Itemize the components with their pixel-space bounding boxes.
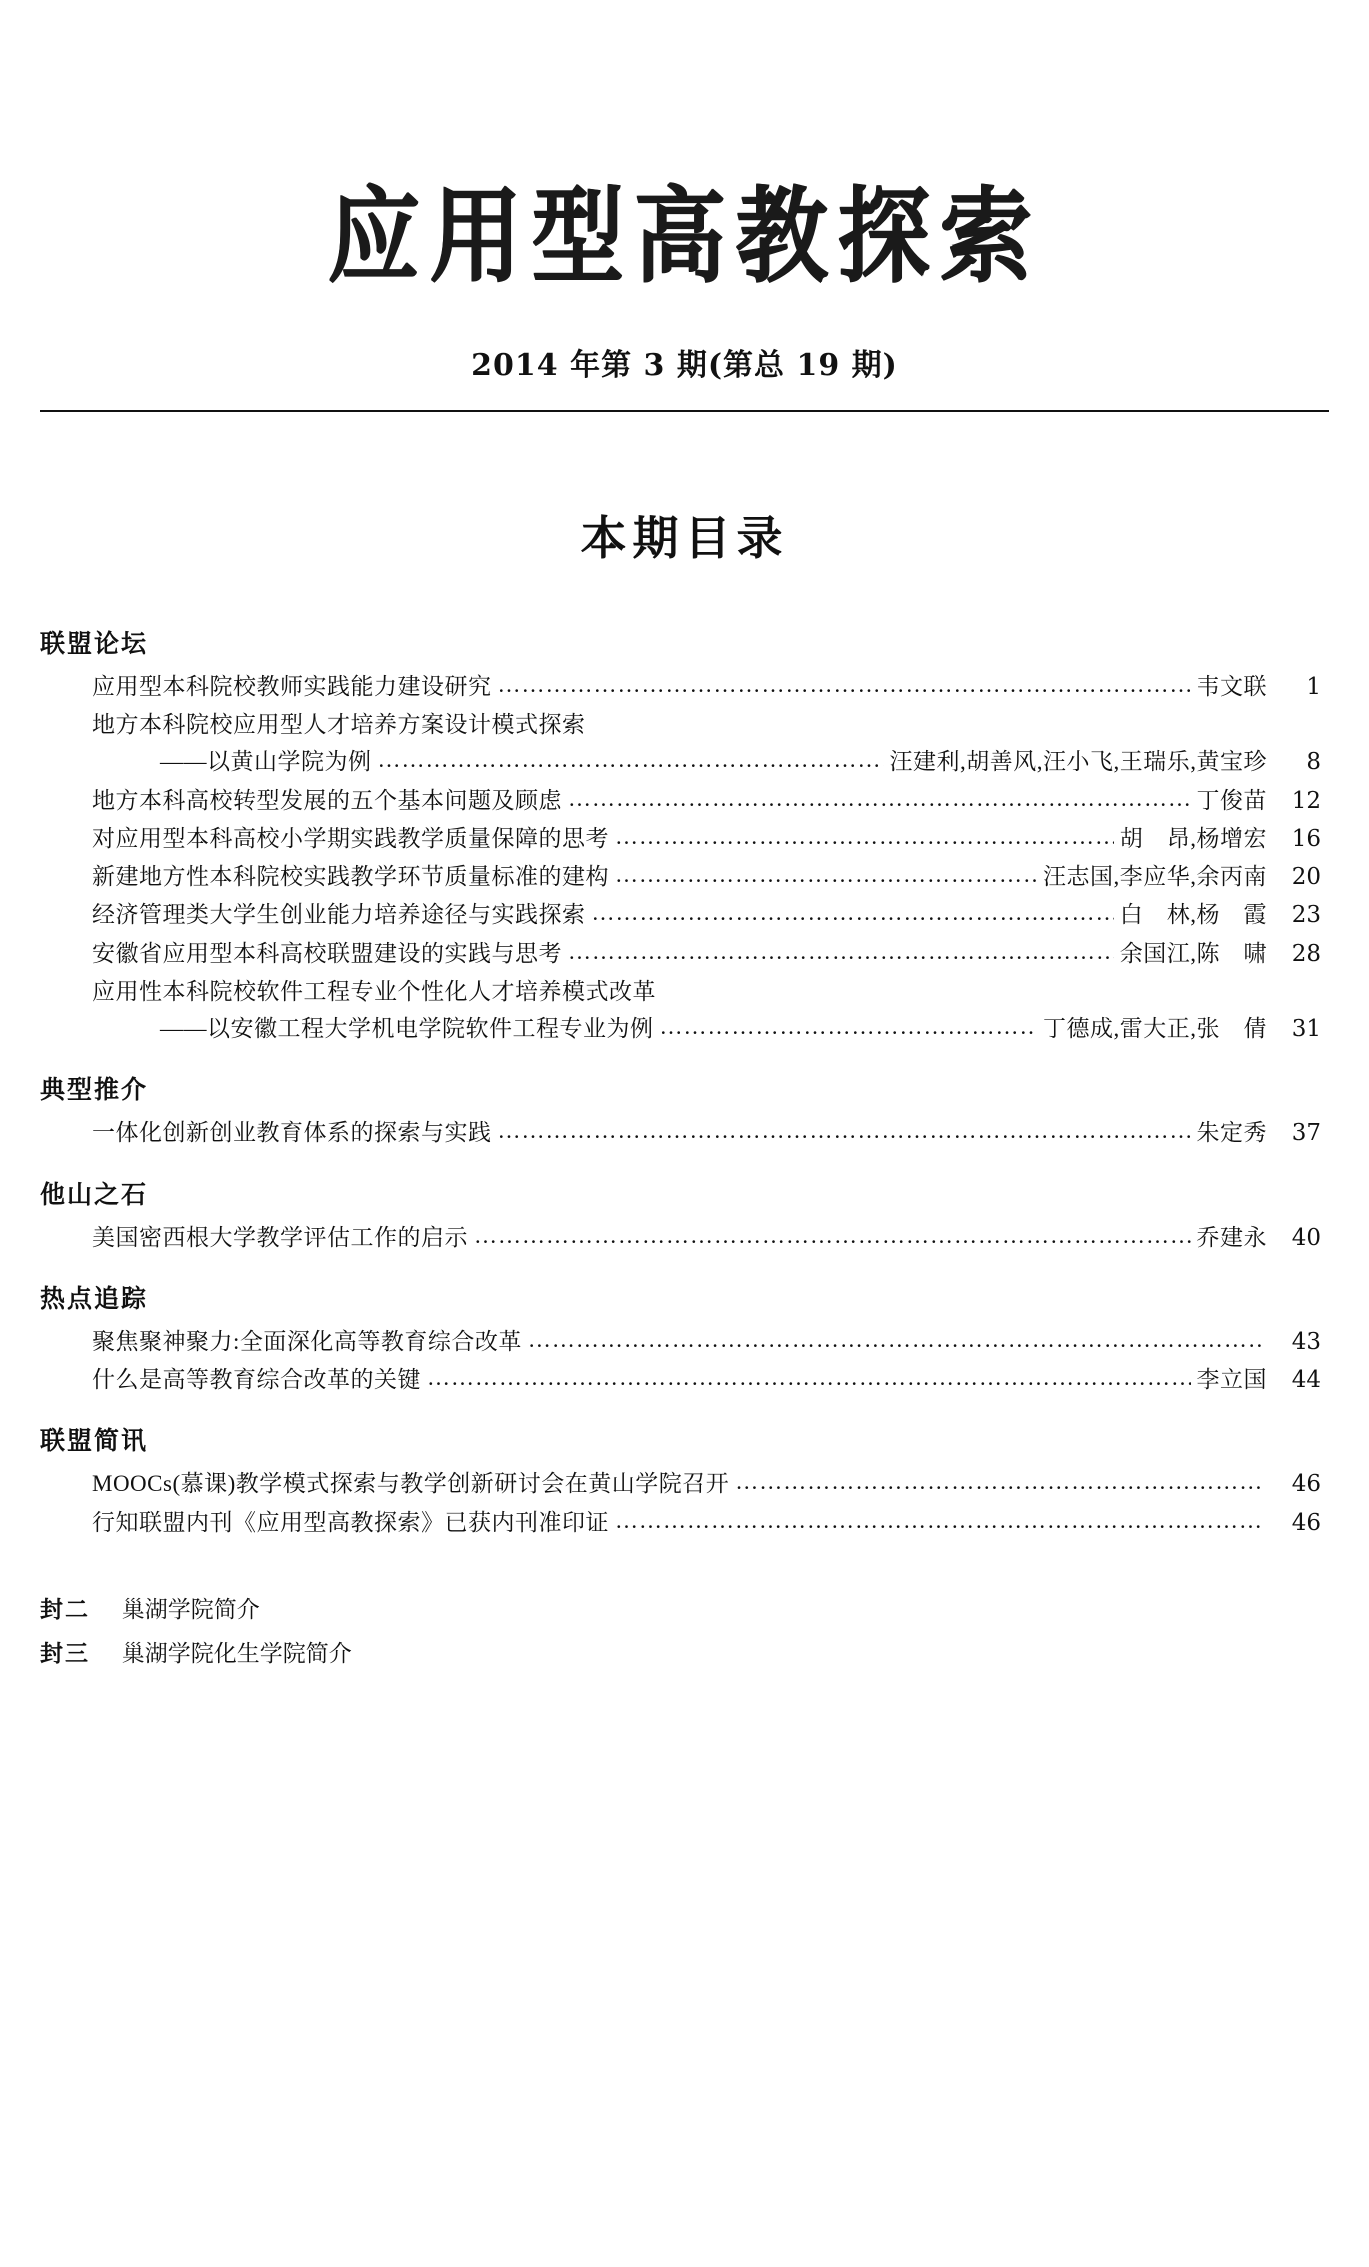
table-of-contents [40, 624, 1329, 1542]
dot-leader [498, 673, 1191, 696]
entry-title: 行知联盟内刊《应用型高教探索》已获内刊准印证 [92, 1509, 609, 1535]
toc-entry[interactable] [40, 896, 1321, 934]
entry-title: 美国密西根大学教学评估工作的启示 [92, 1224, 468, 1250]
entry-title: ——以安徽工程大学机电学院软件工程专业为例 [160, 1016, 654, 1042]
toc-entry[interactable] [40, 743, 1321, 781]
entry-page: 16 [1291, 825, 1321, 852]
section-heading-3: 热点追踪 [40, 1283, 149, 1313]
entry-authors: 丁俊苗 [1196, 787, 1267, 813]
toc-entry[interactable] [40, 1465, 1321, 1503]
entry-authors: 汪建利,胡善风,汪小飞,王瑞乐,黄宝珍 [889, 749, 1267, 775]
toc-entry[interactable] [40, 1361, 1321, 1399]
entry-page: 46 [1291, 1509, 1321, 1536]
entry-page: 46 [1291, 1471, 1321, 1498]
entry-title: 对应用型本科高校小学期实践教学质量保障的思考 [92, 825, 609, 851]
toc-entry[interactable] [40, 668, 1321, 706]
entry-authors: 李立国 [1196, 1367, 1267, 1393]
entry-title: 应用型本科院校教师实践能力建设研究 [92, 673, 492, 699]
entry-page: 44 [1291, 1367, 1321, 1394]
entry-authors: 胡 昂,杨增宏 [1119, 825, 1267, 851]
entry-authors: 韦文联 [1196, 673, 1267, 699]
entry-title: 经济管理类大学生创业能力培养途径与实践探索 [92, 902, 586, 928]
entry-page: 8 [1306, 749, 1321, 776]
entry-page: 31 [1291, 1016, 1321, 1043]
toc-entry[interactable] [40, 1010, 1321, 1048]
cover-item-text: 巢湖学院简介 [121, 1596, 260, 1622]
entry-title: 安徽省应用型本科高校联盟建设的实践与思考 [92, 940, 562, 966]
issue-line: 2014 年第 3 期(第总 19 期) [471, 347, 898, 383]
toc-entry[interactable] [40, 1219, 1321, 1257]
dot-leader [498, 1119, 1191, 1142]
toc-entry[interactable] [40, 782, 1321, 820]
dot-leader [378, 748, 884, 771]
cover-pages-list [40, 1588, 1329, 1677]
entry-authors: 汪志国,李应华,余丙南 [1043, 864, 1267, 890]
entry-page: 23 [1291, 902, 1321, 929]
entry-authors: 丁德成,雷大正,张 倩 [1043, 1016, 1267, 1042]
entry-authors: 朱定秀 [1196, 1120, 1267, 1146]
entry-title: MOOCs(慕课)教学模式探索与教学创新研讨会在黄山学院召开 [92, 1471, 730, 1497]
dot-leader [568, 787, 1191, 810]
entry-page: 1 [1306, 673, 1321, 700]
dot-leader [735, 1470, 1261, 1493]
entry-authors: 乔建永 [1196, 1224, 1267, 1250]
dot-leader [427, 1366, 1191, 1389]
masthead [40, 175, 1329, 412]
dot-leader [615, 825, 1114, 848]
toc-entry[interactable] [40, 858, 1321, 896]
entry-title: 聚焦聚神聚力:全面深化高等教育综合改革 [92, 1328, 522, 1354]
cover-item[interactable] [40, 1588, 1329, 1633]
entry-title: 地方本科院校应用型人才培养方案设计模式探索 [92, 712, 586, 738]
cover-item-label: 封二 [40, 1596, 90, 1623]
entry-page: 40 [1291, 1224, 1321, 1251]
toc-entry[interactable] [40, 1114, 1321, 1152]
section-heading-4: 联盟简讯 [40, 1426, 149, 1456]
entry-title: 应用性本科院校软件工程专业个性化人才培养模式改革 [92, 978, 656, 1004]
dot-leader [615, 863, 1037, 886]
dot-leader [528, 1328, 1261, 1351]
journal-title-logo: 应用型高教探索 [327, 175, 1042, 297]
toc-entry[interactable] [40, 1504, 1321, 1542]
page-title: 本期目录 [580, 510, 789, 565]
journal-toc-page [0, 175, 1369, 2267]
entry-page: 20 [1291, 864, 1321, 891]
toc-entry[interactable] [40, 820, 1321, 858]
cover-item-text: 巢湖学院化生学院简介 [121, 1641, 352, 1667]
entry-page: 37 [1291, 1120, 1321, 1147]
toc-entry[interactable] [40, 935, 1321, 973]
toc-entry[interactable] [40, 973, 1321, 1010]
entry-title: 新建地方性本科院校实践教学环节质量标准的建构 [92, 864, 609, 890]
toc-entry[interactable] [40, 706, 1321, 743]
entry-title: 地方本科高校转型发展的五个基本问题及顾虑 [92, 787, 562, 813]
entry-page: 28 [1291, 940, 1321, 967]
header-divider [40, 410, 1329, 412]
section-heading-1: 典型推介 [40, 1075, 149, 1105]
entry-authors: 余国江,陈 啸 [1119, 940, 1267, 966]
cover-item-label: 封三 [40, 1641, 90, 1668]
entry-page: 43 [1291, 1328, 1321, 1355]
entry-title: 一体化创新创业教育体系的探索与实践 [92, 1120, 492, 1146]
section-heading-0: 联盟论坛 [40, 628, 149, 658]
dot-leader [474, 1224, 1191, 1247]
entry-page: 12 [1291, 787, 1321, 814]
section-heading-2: 他山之石 [40, 1179, 149, 1209]
entry-title: 什么是高等教育综合改革的关键 [92, 1367, 421, 1393]
dot-leader [660, 1015, 1038, 1038]
toc-entry[interactable] [40, 1323, 1321, 1361]
dot-leader [615, 1509, 1261, 1532]
dot-leader [568, 940, 1114, 963]
dot-leader [592, 901, 1114, 924]
entry-authors: 白 林,杨 霞 [1119, 902, 1267, 928]
entry-title: ——以黄山学院为例 [160, 749, 372, 775]
cover-item[interactable] [40, 1632, 1329, 1677]
